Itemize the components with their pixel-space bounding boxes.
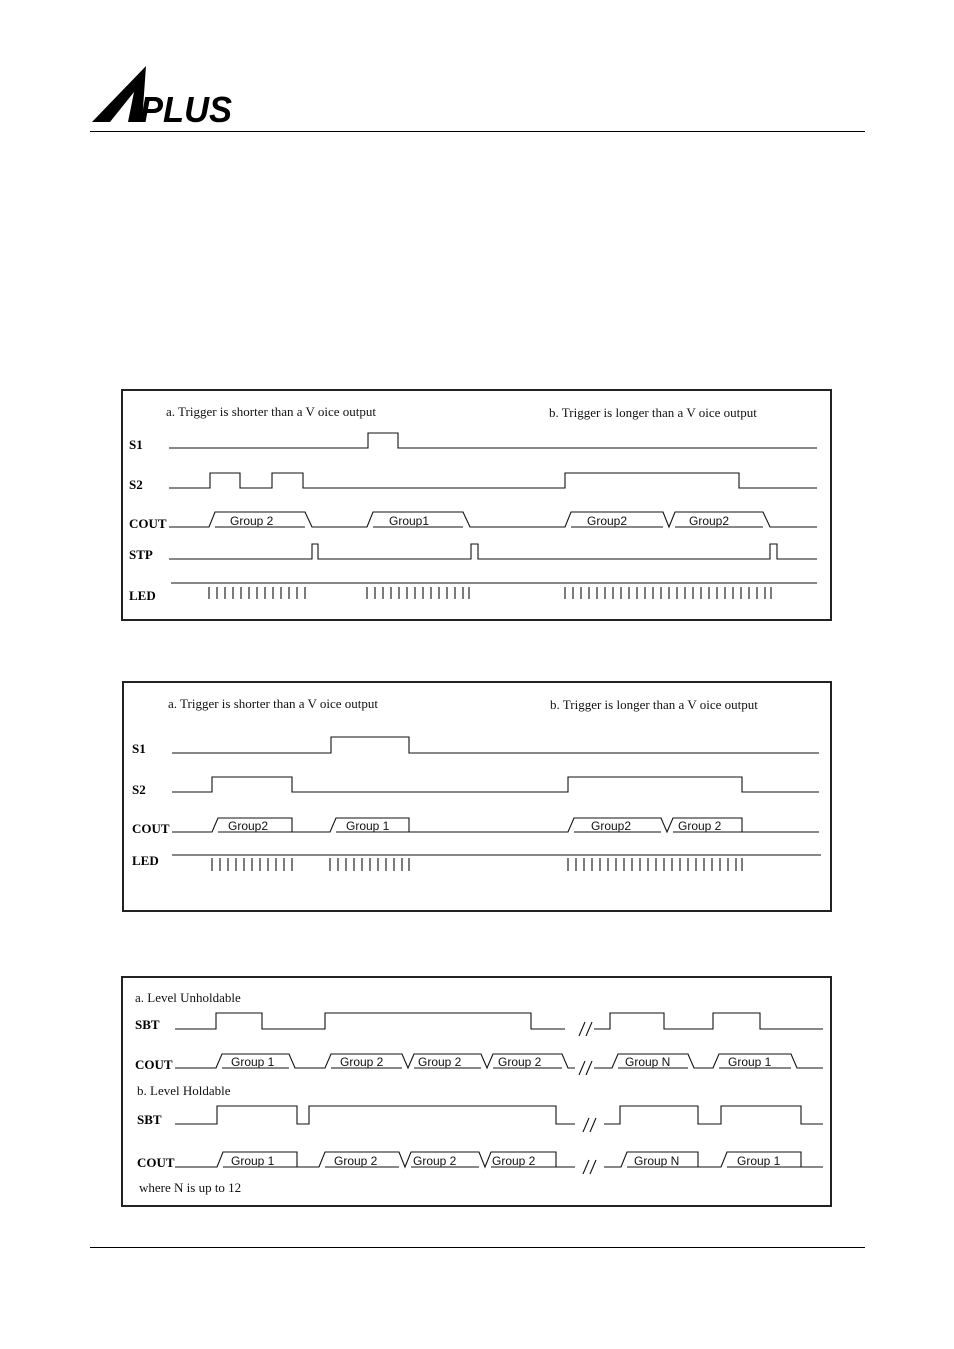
cout-group-label: Group2 <box>228 819 269 833</box>
diagram-3-title-a: a. Level Unholdable <box>135 990 241 1005</box>
cout-group-label: Group 1 <box>231 1055 275 1069</box>
signal-label-cout: COUT <box>135 1057 173 1072</box>
signal-label-s1: S1 <box>132 741 146 756</box>
cout-group-label: Group 2 <box>413 1154 457 1168</box>
waveform-sbt-b-cont <box>604 1106 823 1124</box>
logo-text: PLUS <box>140 89 232 128</box>
waveform-s2 <box>169 473 817 488</box>
footer-rule <box>90 1247 865 1248</box>
cout-group-label: Group 1 <box>231 1154 275 1168</box>
aplus-logo <box>88 62 238 128</box>
waveform-sbt-a <box>175 1013 565 1029</box>
timing-diagram-3 <box>121 976 832 1207</box>
signal-label-stp: STP <box>129 547 153 562</box>
signal-label-s1: S1 <box>129 437 143 452</box>
waveform-cout <box>172 818 819 832</box>
waveform-stp <box>169 544 817 559</box>
cout-group-label: Group 1 <box>346 819 390 833</box>
cout-group-label: Group 2 <box>418 1055 462 1069</box>
signal-label-led: LED <box>129 588 156 603</box>
cout-group-label: Group2 <box>591 819 632 833</box>
signal-label-led: LED <box>132 853 159 868</box>
header-rule <box>90 131 865 132</box>
cout-group-label: Group 2 <box>498 1055 542 1069</box>
cout-group-label: Group 2 <box>678 819 722 833</box>
break-mark-icon <box>579 1022 592 1036</box>
signal-label-sbt: SBT <box>135 1017 160 1032</box>
cout-group-label: Group N <box>625 1055 671 1069</box>
break-mark-icon <box>583 1118 596 1132</box>
waveform-s2 <box>172 777 819 792</box>
cout-group-label: Group 2 <box>492 1154 536 1168</box>
logo-triangle-icon <box>92 66 146 122</box>
cout-group-label: Group N <box>634 1154 680 1168</box>
diagram-1-title-a: a. Trigger is shorter than a V oice output <box>166 404 377 419</box>
signal-label-s2: S2 <box>132 782 146 797</box>
cout-group-label: Group 2 <box>340 1055 384 1069</box>
cout-group-label: Group2 <box>689 514 730 528</box>
timing-diagram-1 <box>121 389 832 621</box>
signal-label-cout: COUT <box>137 1155 175 1170</box>
timing-diagram-2 <box>122 681 832 912</box>
waveform-sbt-a-cont <box>594 1013 823 1029</box>
cout-group-label: Group 1 <box>737 1154 781 1168</box>
led-pulses <box>209 587 771 599</box>
diagram-3-title-b: b. Level Holdable <box>137 1083 231 1098</box>
signal-label-cout: COUT <box>132 821 170 836</box>
signal-label-sbt: SBT <box>137 1112 162 1127</box>
signal-label-s2: S2 <box>129 477 143 492</box>
cout-group-label: Group 1 <box>728 1055 772 1069</box>
diagram-2-title-a: a. Trigger is shorter than a V oice output <box>168 696 379 711</box>
waveform-s1 <box>169 433 817 448</box>
waveform-sbt-b <box>175 1106 575 1124</box>
cout-group-label: Group 2 <box>334 1154 378 1168</box>
waveform-s1 <box>172 737 819 753</box>
signal-label-cout: COUT <box>129 516 167 531</box>
cout-group-label: Group1 <box>389 514 430 528</box>
diagram-2-title-b: b. Trigger is longer than a V oice output <box>550 697 758 712</box>
led-pulses <box>212 858 742 871</box>
cout-group-label: Group2 <box>587 514 628 528</box>
cout-group-label: Group 2 <box>230 514 274 528</box>
diagram-1-title-b: b. Trigger is longer than a V oice output <box>549 405 757 420</box>
diagram-3-footnote: where N is up to 12 <box>139 1180 242 1195</box>
